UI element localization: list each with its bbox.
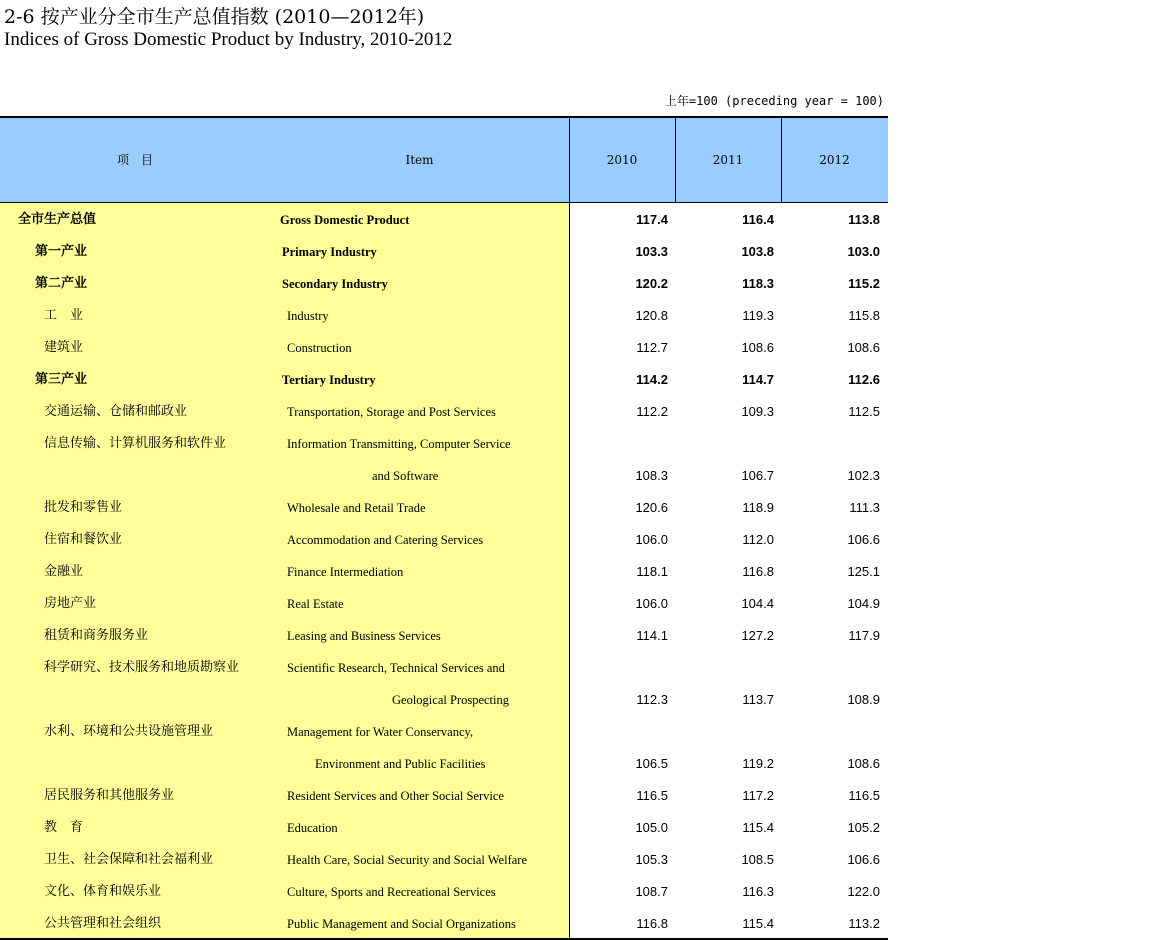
item-name-en: Resident Services and Other Social Service [287, 789, 504, 803]
item-name-en: Construction [287, 341, 352, 355]
index-value-2010: 105.3 [635, 852, 668, 867]
item-name-en: Health Care, Social Security and Social Welfare [287, 853, 527, 867]
item-name-en: Real Estate [287, 597, 344, 611]
index-value-2012: 106.6 [847, 852, 880, 867]
item-name-cn: 第一产业 [35, 244, 88, 259]
table-row [0, 396, 888, 428]
index-value-2012: 111.3 [849, 500, 880, 515]
item-name-cn: 信息传输、计算机服务和软件业 [44, 436, 227, 451]
table-row [0, 556, 888, 588]
table-row [0, 300, 888, 332]
item-name-en: Public Management and Social Organizations [287, 917, 516, 931]
item-name-cn: 居民服务和其他服务业 [44, 788, 175, 803]
index-value-2010: 120.6 [635, 500, 668, 515]
index-value-2010: 117.4 [636, 212, 668, 227]
table-row [0, 652, 888, 716]
index-value-2011: 112.0 [742, 532, 774, 547]
item-name-en: Education [287, 821, 338, 835]
table-row [0, 428, 888, 492]
index-value-2010: 120.2 [635, 276, 668, 291]
item-name-en-continued: Environment and Public Facilities [315, 757, 486, 771]
header-year-2010: 2010 [606, 153, 638, 167]
item-name-cn: 租赁和商务服务业 [44, 628, 149, 643]
index-value-2012: 108.6 [847, 756, 880, 771]
item-name-cn: 科学研究、技术服务和地质勘察业 [44, 660, 240, 675]
index-value-2012: 112.6 [848, 372, 880, 387]
index-value-2011: 116.4 [742, 212, 774, 227]
index-value-2011: 104.4 [741, 596, 774, 611]
item-name-cn: 第三产业 [35, 372, 88, 387]
item-name-en: Information Transmitting, Computer Service [287, 437, 511, 451]
index-value-2011: 116.8 [742, 564, 774, 579]
item-name-en: Management for Water Conservancy, [287, 725, 474, 739]
item-name-en: Transportation, Storage and Post Services [287, 405, 496, 419]
table-row [0, 204, 888, 236]
item-name-en: Secondary Industry [282, 277, 388, 291]
table-row [0, 780, 888, 812]
item-name-cn: 教 育 [44, 820, 84, 835]
index-value-2011: 108.5 [741, 852, 774, 867]
item-name-en: Industry [287, 309, 329, 323]
table-row [0, 588, 888, 620]
index-value-2011: 119.2 [742, 756, 774, 771]
table-row [0, 332, 888, 364]
header-year-2011: 2011 [712, 153, 744, 167]
index-value-2010: 112.7 [636, 340, 668, 355]
index-value-2012: 116.5 [848, 788, 880, 803]
index-value-2011: 109.3 [741, 404, 774, 419]
index-value-2010: 103.3 [635, 244, 668, 259]
index-value-2012: 102.3 [847, 468, 880, 483]
item-name-en: Finance Intermediation [287, 565, 404, 579]
index-value-2011: 117.2 [742, 788, 774, 803]
item-name-cn: 卫生、社会保障和社会福利业 [44, 852, 214, 867]
index-value-2011: 106.7 [741, 468, 774, 483]
item-name-en: Primary Industry [282, 245, 377, 259]
item-name-cn: 全市生产总值 [18, 212, 97, 227]
index-value-2010: 108.3 [635, 468, 668, 483]
index-value-2012: 108.9 [847, 692, 880, 707]
table-row [0, 236, 888, 268]
index-value-2011: 127.2 [741, 628, 774, 643]
unit-note: 上年=100 (preceding year = 100) [664, 94, 884, 108]
index-value-2010: 118.1 [636, 564, 668, 579]
item-name-cn: 工 业 [44, 308, 84, 323]
item-name-en: Accommodation and Catering Services [287, 533, 484, 547]
item-name-en: Leasing and Business Services [287, 629, 441, 643]
header-item-en: Item [405, 153, 434, 167]
index-value-2010: 120.8 [635, 308, 668, 323]
item-name-cn: 公共管理和社会组织 [44, 916, 162, 931]
index-value-2010: 116.5 [636, 788, 668, 803]
page-title-en: Indices of Gross Domestic Product by Industry, 2010-2012 [4, 29, 453, 50]
index-value-2010: 106.0 [635, 596, 668, 611]
index-value-2010: 116.8 [636, 916, 668, 931]
item-name-cn: 金融业 [44, 564, 84, 579]
item-name-en: Gross Domestic Product [280, 213, 410, 227]
item-name-en-continued: Geological Prospecting [392, 693, 509, 707]
item-name-cn: 建筑业 [44, 340, 84, 355]
gdp-index-table [0, 116, 888, 940]
index-value-2010: 112.2 [636, 404, 668, 419]
index-value-2010: 112.3 [636, 692, 668, 707]
item-name-cn: 水利、环境和公共设施管理业 [44, 724, 214, 739]
header-year-2012: 2012 [819, 153, 850, 167]
page-title-cn: 2-6 按产业分全市生产总值指数 (2010—2012年) [4, 6, 425, 28]
index-value-2010: 106.0 [635, 532, 668, 547]
index-value-2010: 105.0 [635, 820, 668, 835]
index-value-2011: 119.3 [742, 308, 774, 323]
table-row [0, 716, 888, 780]
item-name-cn: 文化、体育和娱乐业 [44, 884, 162, 899]
index-value-2012: 103.0 [847, 244, 880, 259]
index-value-2010: 114.1 [636, 628, 668, 643]
index-value-2012: 106.6 [847, 532, 880, 547]
index-value-2012: 108.6 [847, 340, 880, 355]
table-row [0, 524, 888, 556]
index-value-2011: 108.6 [741, 340, 774, 355]
index-value-2012: 117.9 [848, 628, 880, 643]
index-value-2012: 113.8 [848, 212, 880, 227]
index-value-2012: 115.8 [848, 308, 880, 323]
item-name-cn: 批发和零售业 [44, 500, 123, 515]
item-name-en-continued: and Software [372, 469, 439, 483]
index-value-2011: 118.9 [742, 500, 774, 515]
item-name-en: Culture, Sports and Recreational Services [287, 885, 496, 899]
index-value-2012: 125.1 [847, 564, 880, 579]
index-value-2011: 115.4 [742, 820, 774, 835]
index-value-2011: 118.3 [742, 276, 774, 291]
index-value-2011: 103.8 [741, 244, 774, 259]
table-row [0, 908, 888, 940]
table-row [0, 812, 888, 844]
table-row [0, 268, 888, 300]
table-row [0, 620, 888, 652]
table-header [0, 118, 888, 202]
header-item-cn: 项 目 [116, 153, 153, 167]
table-row [0, 844, 888, 876]
item-name-cn: 住宿和餐饮业 [44, 532, 123, 547]
item-name-cn: 交通运输、仓储和邮政业 [44, 404, 188, 419]
table-row [0, 364, 888, 396]
index-value-2011: 113.7 [742, 692, 774, 707]
index-value-2010: 106.5 [635, 756, 668, 771]
table-row [0, 492, 888, 524]
index-value-2012: 112.5 [848, 404, 880, 419]
index-value-2011: 116.3 [742, 884, 774, 899]
item-name-cn: 房地产业 [44, 596, 97, 611]
index-value-2012: 105.2 [847, 820, 880, 835]
index-value-2010: 114.2 [636, 372, 668, 387]
item-name-en: Tertiary Industry [282, 373, 376, 387]
item-name-cn: 第二产业 [35, 276, 88, 291]
index-value-2011: 115.4 [742, 916, 774, 931]
table-row [0, 876, 888, 908]
item-name-en: Wholesale and Retail Trade [287, 501, 426, 515]
index-value-2012: 113.2 [848, 916, 880, 931]
index-value-2011: 114.7 [742, 372, 774, 387]
index-value-2010: 108.7 [635, 884, 668, 899]
index-value-2012: 104.9 [847, 596, 880, 611]
index-value-2012: 122.0 [847, 884, 880, 899]
item-name-en: Scientific Research, Technical Services and [287, 661, 505, 675]
index-value-2012: 115.2 [848, 276, 880, 291]
